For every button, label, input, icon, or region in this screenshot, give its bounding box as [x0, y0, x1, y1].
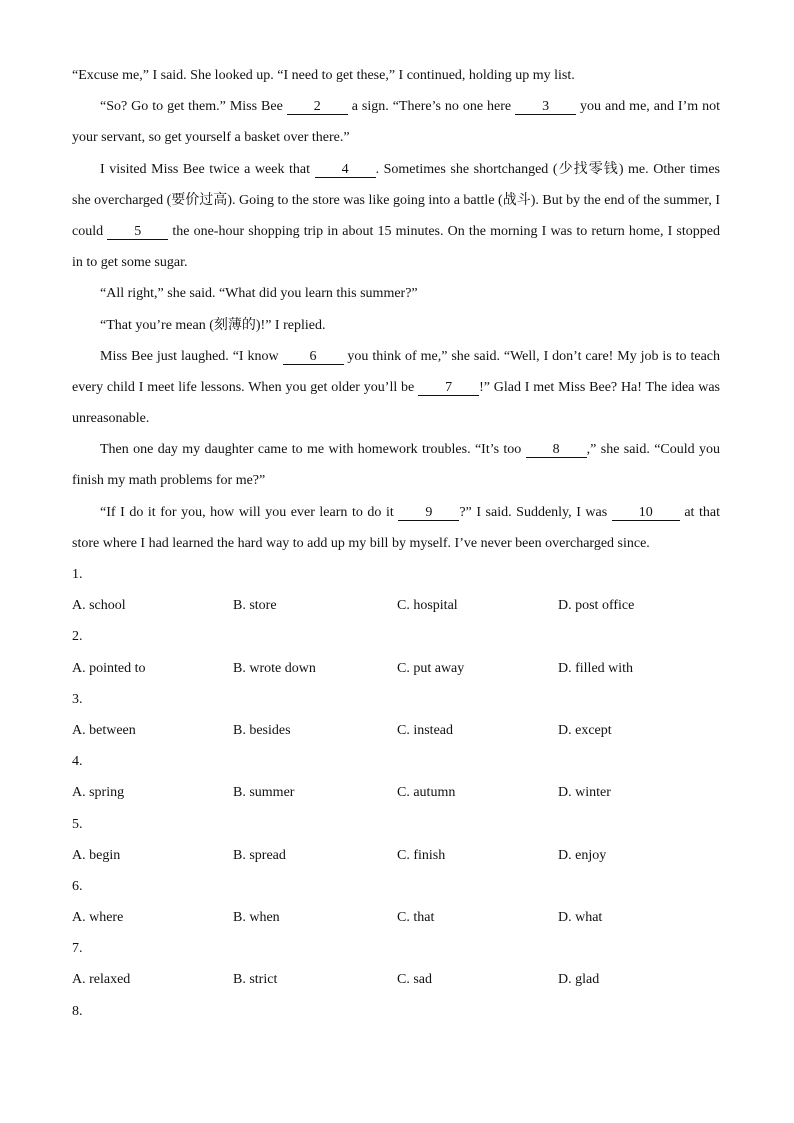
option-c: C. hospital: [397, 598, 458, 614]
option-c: C. that: [397, 910, 435, 926]
passage-paragraph: [72, 310, 720, 341]
passage-text: “Excuse me,” I said. She looked up. “I need to get these,” I continued, holding up my list.: [72, 68, 575, 83]
answer-blank: 4: [315, 162, 376, 178]
passage-line: [72, 247, 720, 278]
question-number: 8.: [72, 1003, 83, 1019]
question-number: 4.: [72, 754, 83, 770]
passage-text: your servant, so get yourself a basket over there.”: [72, 130, 350, 146]
question-number: 2.: [72, 629, 83, 645]
option-c: C. sad: [397, 972, 432, 988]
passage-text: in to get some sugar.: [72, 255, 188, 271]
option-c: C. instead: [397, 722, 453, 738]
option-c: C. put away: [397, 660, 465, 676]
option-d: D. enjoy: [558, 847, 607, 863]
option-a: A. pointed to: [72, 660, 146, 676]
passage-text: unreasonable.: [72, 411, 150, 427]
option-a: A. between: [72, 722, 136, 738]
options-row: [72, 590, 720, 621]
passage-line: [72, 434, 720, 465]
option-a: A. spring: [72, 785, 125, 801]
question-item: [72, 684, 720, 746]
passage-paragraph: [72, 154, 720, 279]
answer-blank: 6: [283, 349, 344, 365]
passage-text: “That you’re mean (刻薄的)!” I replied.: [100, 317, 326, 333]
passage-paragraph: [72, 91, 720, 153]
option-a: A. where: [72, 910, 124, 926]
passage-text: could: [72, 223, 108, 239]
questions: [72, 559, 720, 1027]
option-b: B. wrote down: [233, 660, 316, 676]
option-d: D. what: [558, 910, 603, 926]
passage-line: [72, 341, 720, 372]
passage-text: Miss Bee just laughed. “I know: [100, 348, 283, 364]
question-number: 5.: [72, 816, 83, 832]
answer-blank: 10: [612, 505, 680, 521]
option-a: A. relaxed: [72, 972, 131, 988]
options-row: [72, 653, 720, 684]
option-b: B. besides: [233, 722, 291, 738]
option-c: C. finish: [397, 847, 446, 863]
option-b: B. store: [233, 598, 277, 614]
options-row: [72, 715, 720, 746]
option-a: A. begin: [72, 847, 121, 863]
passage-line: [72, 91, 720, 122]
passage-line: [72, 60, 720, 91]
option-b: B. summer: [233, 785, 295, 801]
passage-line: [72, 278, 720, 309]
passage-line: [72, 185, 720, 216]
question-item: [72, 559, 720, 621]
passage-line: [72, 528, 720, 559]
passage-text: every child I meet life lessons. When you get older you’ll be: [72, 379, 419, 395]
answer-blank: 2: [287, 99, 348, 115]
passage-text: “All right,” she said. “What did you learn this summer?”: [100, 286, 418, 302]
option-b: B. spread: [233, 847, 286, 863]
option-d: D. glad: [558, 972, 600, 988]
passage-line: [72, 154, 720, 185]
options-row: [72, 840, 720, 871]
passage-line: [72, 465, 720, 496]
option-c: C. autumn: [397, 785, 456, 801]
passage-line: [72, 122, 720, 153]
question-item: [72, 996, 720, 1027]
question-item: [72, 871, 720, 933]
passage-paragraph: [72, 60, 720, 91]
options-row: [72, 902, 720, 933]
question-item: [72, 621, 720, 683]
passage-line: [72, 403, 720, 434]
passage-paragraph: [72, 341, 720, 435]
passage-text: you think of me,” she said. “Well, I don’t care! My job is to teach: [343, 348, 721, 364]
question-number: 7.: [72, 941, 83, 957]
question-item: [72, 746, 720, 808]
option-b: B. when: [233, 910, 280, 926]
passage-line: [72, 310, 720, 341]
answer-blank: 5: [107, 224, 168, 240]
passage-text: Then one day my daughter came to me with homework troubles. “It’s too: [100, 442, 526, 458]
passage-text: you and me, and I’m not: [576, 99, 720, 115]
answer-blank: 8: [526, 442, 587, 458]
question-number: 3.: [72, 691, 83, 707]
passage-text: she overcharged (要价过高). Going to the store was like going into a battle (战斗). But by the end of the summer, I: [72, 192, 720, 208]
passage-text: finish my math problems for me?”: [72, 473, 266, 489]
option-b: B. strict: [233, 972, 278, 988]
passage-text: ,” she said. “Could you: [586, 442, 720, 458]
option-d: D. except: [558, 722, 612, 738]
passage-text: “So? Go to get them.” Miss Bee: [100, 99, 287, 115]
question-item: [72, 933, 720, 995]
document-page: [72, 60, 720, 1027]
passage-text: I visited Miss Bee twice a week that: [100, 161, 315, 177]
passage-text: a sign. “There’s no one here: [347, 99, 516, 115]
option-d: D. filled with: [558, 660, 634, 676]
answer-blank: 9: [398, 505, 459, 521]
answer-blank: 3: [515, 99, 576, 115]
options-row: [72, 777, 720, 808]
passage-line: [72, 497, 720, 528]
passage-text: the one-hour shopping trip in about 15 minutes. On the morning I was to return home, I stopped: [168, 223, 720, 239]
question-number: 6.: [72, 878, 83, 894]
option-d: D. winter: [558, 785, 611, 801]
question-number: 1.: [72, 567, 83, 582]
passage-text: . Sometimes she shortchanged (少找零钱) me. Other times: [375, 161, 720, 177]
passage-line: [72, 372, 720, 403]
passage-text: store where I had learned the hard way to add up my bill by myself. I’ve never been overcharged since.: [72, 535, 650, 551]
passage-paragraph: [72, 434, 720, 496]
passage-text: ?” I said. Suddenly, I was: [459, 504, 612, 520]
option-a: A. school: [72, 598, 126, 614]
passage-text: “If I do it for you, how will you ever learn to do it: [100, 504, 399, 520]
passage-text: at that: [679, 504, 720, 520]
passage: [72, 60, 720, 559]
options-row: [72, 964, 720, 995]
question-item: [72, 809, 720, 871]
passage-line: [72, 216, 720, 247]
answer-blank: 7: [418, 380, 479, 396]
passage-text: !” Glad I met Miss Bee? Ha! The idea was: [479, 379, 720, 395]
passage-paragraph: [72, 497, 720, 559]
passage-paragraph: [72, 278, 720, 309]
option-d: D. post office: [558, 598, 635, 614]
